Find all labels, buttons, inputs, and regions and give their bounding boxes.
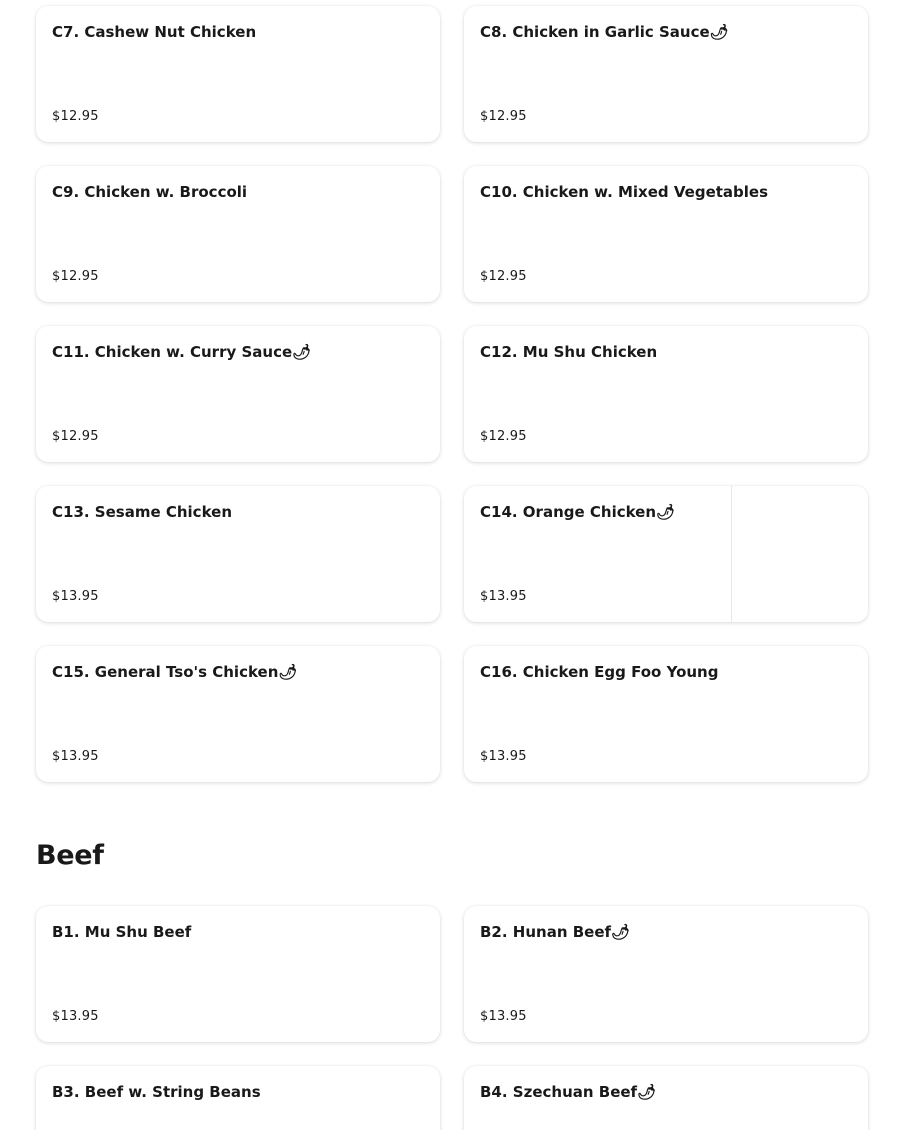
- menu-item-price: $12.95: [480, 109, 527, 124]
- menu-item-name: C9. Chicken w. Broccoli: [52, 183, 248, 201]
- chicken-menu-grid: [36, 6, 868, 782]
- menu-item-name: B1. Mu Shu Beef: [52, 923, 192, 941]
- menu-item-name: C10. Chicken w. Mixed Vegetables: [480, 183, 769, 201]
- menu-item-card-c11[interactable]: [36, 326, 440, 462]
- menu-item-name: C8. Chicken in Garlic Sauce🌶: [480, 23, 729, 41]
- menu-item-card-c14[interactable]: [464, 486, 868, 622]
- menu-item-price: $12.95: [52, 429, 99, 444]
- menu-item-name: C13. Sesame Chicken: [52, 503, 232, 521]
- menu-item-price: $12.95: [480, 269, 527, 284]
- menu-item-card-b3[interactable]: [36, 1066, 440, 1130]
- menu-item-card-c15[interactable]: [36, 646, 440, 782]
- menu-item-name: C14. Orange Chicken🌶: [480, 503, 676, 521]
- menu-item-price: $12.95: [480, 429, 527, 444]
- menu-item-card-c7[interactable]: [36, 6, 440, 142]
- menu-item-card-c13[interactable]: [36, 486, 440, 622]
- menu-item-card-c9[interactable]: [36, 166, 440, 302]
- menu-item-image-placeholder: [731, 486, 868, 622]
- menu-item-name: C11. Chicken w. Curry Sauce🌶: [52, 343, 312, 361]
- menu-item-card-c12[interactable]: [464, 326, 868, 462]
- menu-item-card-b1[interactable]: [36, 906, 440, 1042]
- menu-item-name: B2. Hunan Beef🌶: [480, 923, 631, 941]
- menu-item-name: C16. Chicken Egg Foo Young: [480, 663, 719, 681]
- menu-item-card-c16[interactable]: [464, 646, 868, 782]
- menu-item-price: $13.95: [52, 1009, 99, 1024]
- menu-item-price: $12.95: [52, 109, 99, 124]
- menu-item-price: $13.95: [52, 749, 99, 764]
- menu-item-name: C7. Cashew Nut Chicken: [52, 23, 257, 41]
- section-title-beef: Beef: [36, 840, 104, 871]
- menu-item-price: $12.95: [52, 269, 99, 284]
- menu-item-name: B4. Szechuan Beef🌶: [480, 1083, 657, 1101]
- menu-item-card-c8[interactable]: [464, 6, 868, 142]
- menu-item-price: $13.95: [52, 589, 99, 604]
- menu-item-card-c10[interactable]: [464, 166, 868, 302]
- menu-item-name: C12. Mu Shu Chicken: [480, 343, 658, 361]
- menu-item-card-b4[interactable]: [464, 1066, 868, 1130]
- menu-item-card-b2[interactable]: [464, 906, 868, 1042]
- menu-item-name: C15. General Tso's Chicken🌶: [52, 663, 298, 681]
- menu-item-price: $13.95: [480, 589, 527, 604]
- menu-item-price: $13.95: [480, 1009, 527, 1024]
- menu-item-name: B3. Beef w. String Beans: [52, 1083, 261, 1101]
- beef-menu-grid: [36, 906, 868, 1130]
- menu-item-price: $13.95: [480, 749, 527, 764]
